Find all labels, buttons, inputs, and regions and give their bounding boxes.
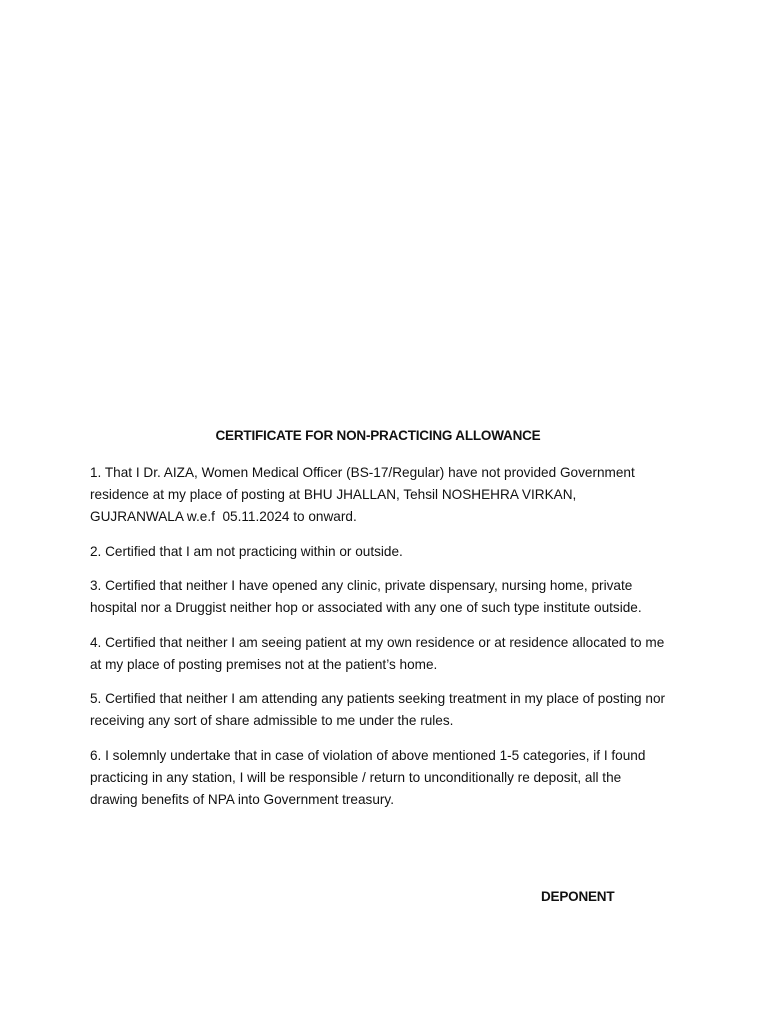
deponent-signature-label: DEPONENT [541,889,615,904]
document-body [90,462,670,823]
document-title: CERTIFICATE FOR NON-PRACTICING ALLOWANCE [215,428,541,443]
paragraph-6: 6. I solemnly undertake that in case of violation of above mentioned 1-5 categories, if I found practicing in any station, I will be responsible / return to unconditionally re deposit, all the drawing benefits of NPA into Government treasury. [90,747,650,807]
paragraph-5: 5. Certified that neither I am attending any patients seeking treatment in my place of posting nor receiving any sort of share admissible to me under the rules. [90,691,669,728]
paragraph-3: 3. Certified that neither I have opened any clinic, private dispensary, nursing home, private hospital nor a Druggist neither hop or associated with any one of such type institute outside. [90,578,642,615]
paragraph-2: 2. Certified that I am not practicing within or outside. [90,543,403,559]
paragraph-4: 4. Certified that neither I am seeing patient at my own residence or at residence allocated to me at my place of posting premises not at the patient’s home. [90,634,669,672]
paragraph-1: 1. That I Dr. AIZA, Women Medical Officer (BS-17/Regular) have not provided Government residence at my place of posting at BHU JHALLAN, Tehsil NOSHEHRA VIRKAN, GUJRANWALA w.e.f 05.11.2024 to onward. [90,465,639,524]
